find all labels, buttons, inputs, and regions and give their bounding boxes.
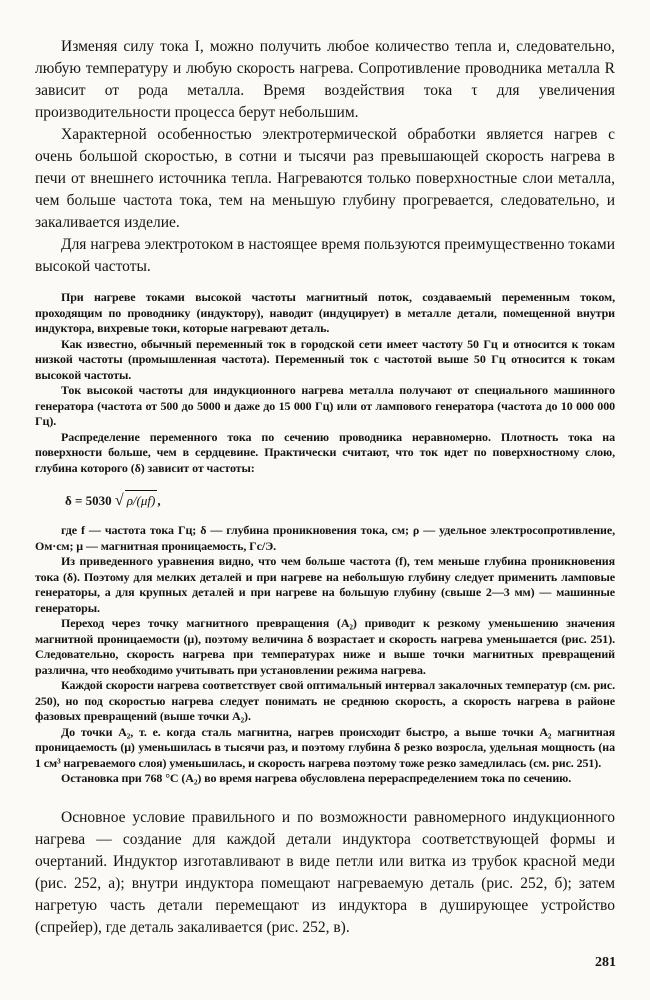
small-paragraph-city-network: Как известно, обычный переменный ток в городской сети имеет частоту 50 Гц и относится к токам низкой частоты (промышленная частота). Переменный ток с частотой выше 50 Гц относится к токам высокой частоты. xyxy=(35,336,615,382)
small-paragraph-before-a2: До точки A₂, т. е. когда сталь магнитна, нагрев происходит быстро, а выше точки A₂ магнитная проницаемость (μ) уменьшилась в тысячи раз, и поэтому глубина δ резко возросла, удельная мощность (на 1 см³ нагреваемого слоя) уменьшилась, и скорость нагрева поэтому тоже резко замедлилась (см. рис. 251). xyxy=(35,724,615,770)
small-paragraph-stop-768: Остановка при 768 °C (A₂) во время нагрева обусловлена перераспределением тока по сечению. xyxy=(61,771,572,785)
paragraph-inductor-condition: Основное условие правильного и по возможности равномерного индукционного нагрева — создание для каждой детали индуктора соответствующей формы и очертаний. Индуктор изготавливают в виде петли или витка из трубок красной меди (рис. 252, а); внутри индуктора помещают нагреваемую деталь (рис. 252, б); затем нагретую часть детали перемещают из индуктора в душирующее устройство (спрейер), где деталь закаливается (рис. 252, в). xyxy=(35,808,615,936)
small-paragraph-current-distribution: Распределение переменного тока по сечению проводника неравномерно. Плотность тока на поверхности больше, чем в сердцевине. Практически считают, что ток идет по поверхностному слою, глубина которого (δ) зависит от частоты: xyxy=(35,429,615,475)
paragraph-characteristic: Характерной особенностью электротермической обработки является нагрев с очень большой скоростью, в сотни и тысячи раз превышающей скорость нагрева в печи от внешнего источника тепла. Нагреваются только поверхностные слои металла, чем больше частота тока, тем на меньшую глубину прогревается, следовательно, и закаливается изделие. xyxy=(35,126,615,231)
small-paragraph-legend: где f — частота тока Гц; δ — глубина проникновения тока, см; ρ — удельное электросопротивление, Ом·см; μ — магнитная проницаемость, Гс/Э. xyxy=(35,523,615,553)
small-paragraph-magnetic-transition: Переход через точку магнитного превращения (A₂) приводит к резкому уменьшению значения магнитной проницаемости (μ), поэтому величина δ возрастает и скорость нагрева уменьшается (рис. 251). Следовательно, скорость нагрева при температурах ниже и выше точки магнитных превращений различна, что необходимо учитывать при установлении режима нагрева. xyxy=(35,616,615,677)
small-print-block xyxy=(35,290,615,787)
formula-lhs: δ = 5030 xyxy=(65,493,112,508)
penetration-depth-formula xyxy=(65,490,615,511)
small-paragraph-generators: Ток высокой частоты для индукционного нагрева металла получают от специального машинного генератора (частота от 500 до 5000 и даже до 15 000 Гц) или от лампового генератора (частота до 10 000 000 Гц). xyxy=(35,383,615,428)
formula-radicand: ρ/(μf) xyxy=(125,490,158,511)
small-paragraph-frequency-depth: Из приведенного уравнения видно, что чем больше частота (f), тем меньше глубина проникновения тока (δ). Поэтому для мелких деталей и при нагреве на небольшую глубину следует применить ламповые генераторы, а для крупных деталей и при нагреве на большую глубину (свыше 2—3 мм) — машинные генераторы. xyxy=(35,554,615,615)
page-number: 281 xyxy=(595,955,616,970)
formula-tail: , xyxy=(157,493,161,508)
sqrt-symbol: √ xyxy=(114,492,124,509)
paragraph-current-strength: Изменяя силу тока I, можно получить любое количество тепла и, следовательно, любую температуру и любую скорость нагрева. Сопротивление проводника металла R зависит от рода металла. Время воздействия тока τ для увеличения производительности процесса берут небольшим. xyxy=(35,38,615,121)
page-body xyxy=(35,36,615,939)
small-paragraph-quench-interval: Каждой скорости нагрева соответствует свой оптимальный интервал закалочных температур (см. рис. 250), но под скоростью нагрева следует понимать не среднюю скорость, а скорость нагрева в районе фазовых превращений (выше точки A₂). xyxy=(35,678,615,723)
paragraph-hf-currents: Для нагрева электротоком в настоящее время пользуются преимущественно токами высокой частоты. xyxy=(35,236,615,275)
small-paragraph-magnetic-flux: При нагреве токами высокой частоты магнитный поток, создаваемый переменным током, проходящим по проводнику (индуктору), наводит (индуцирует) в металле детали, помещенной внутри индуктора, вихревые токи, которые нагревают деталь. xyxy=(35,290,615,335)
